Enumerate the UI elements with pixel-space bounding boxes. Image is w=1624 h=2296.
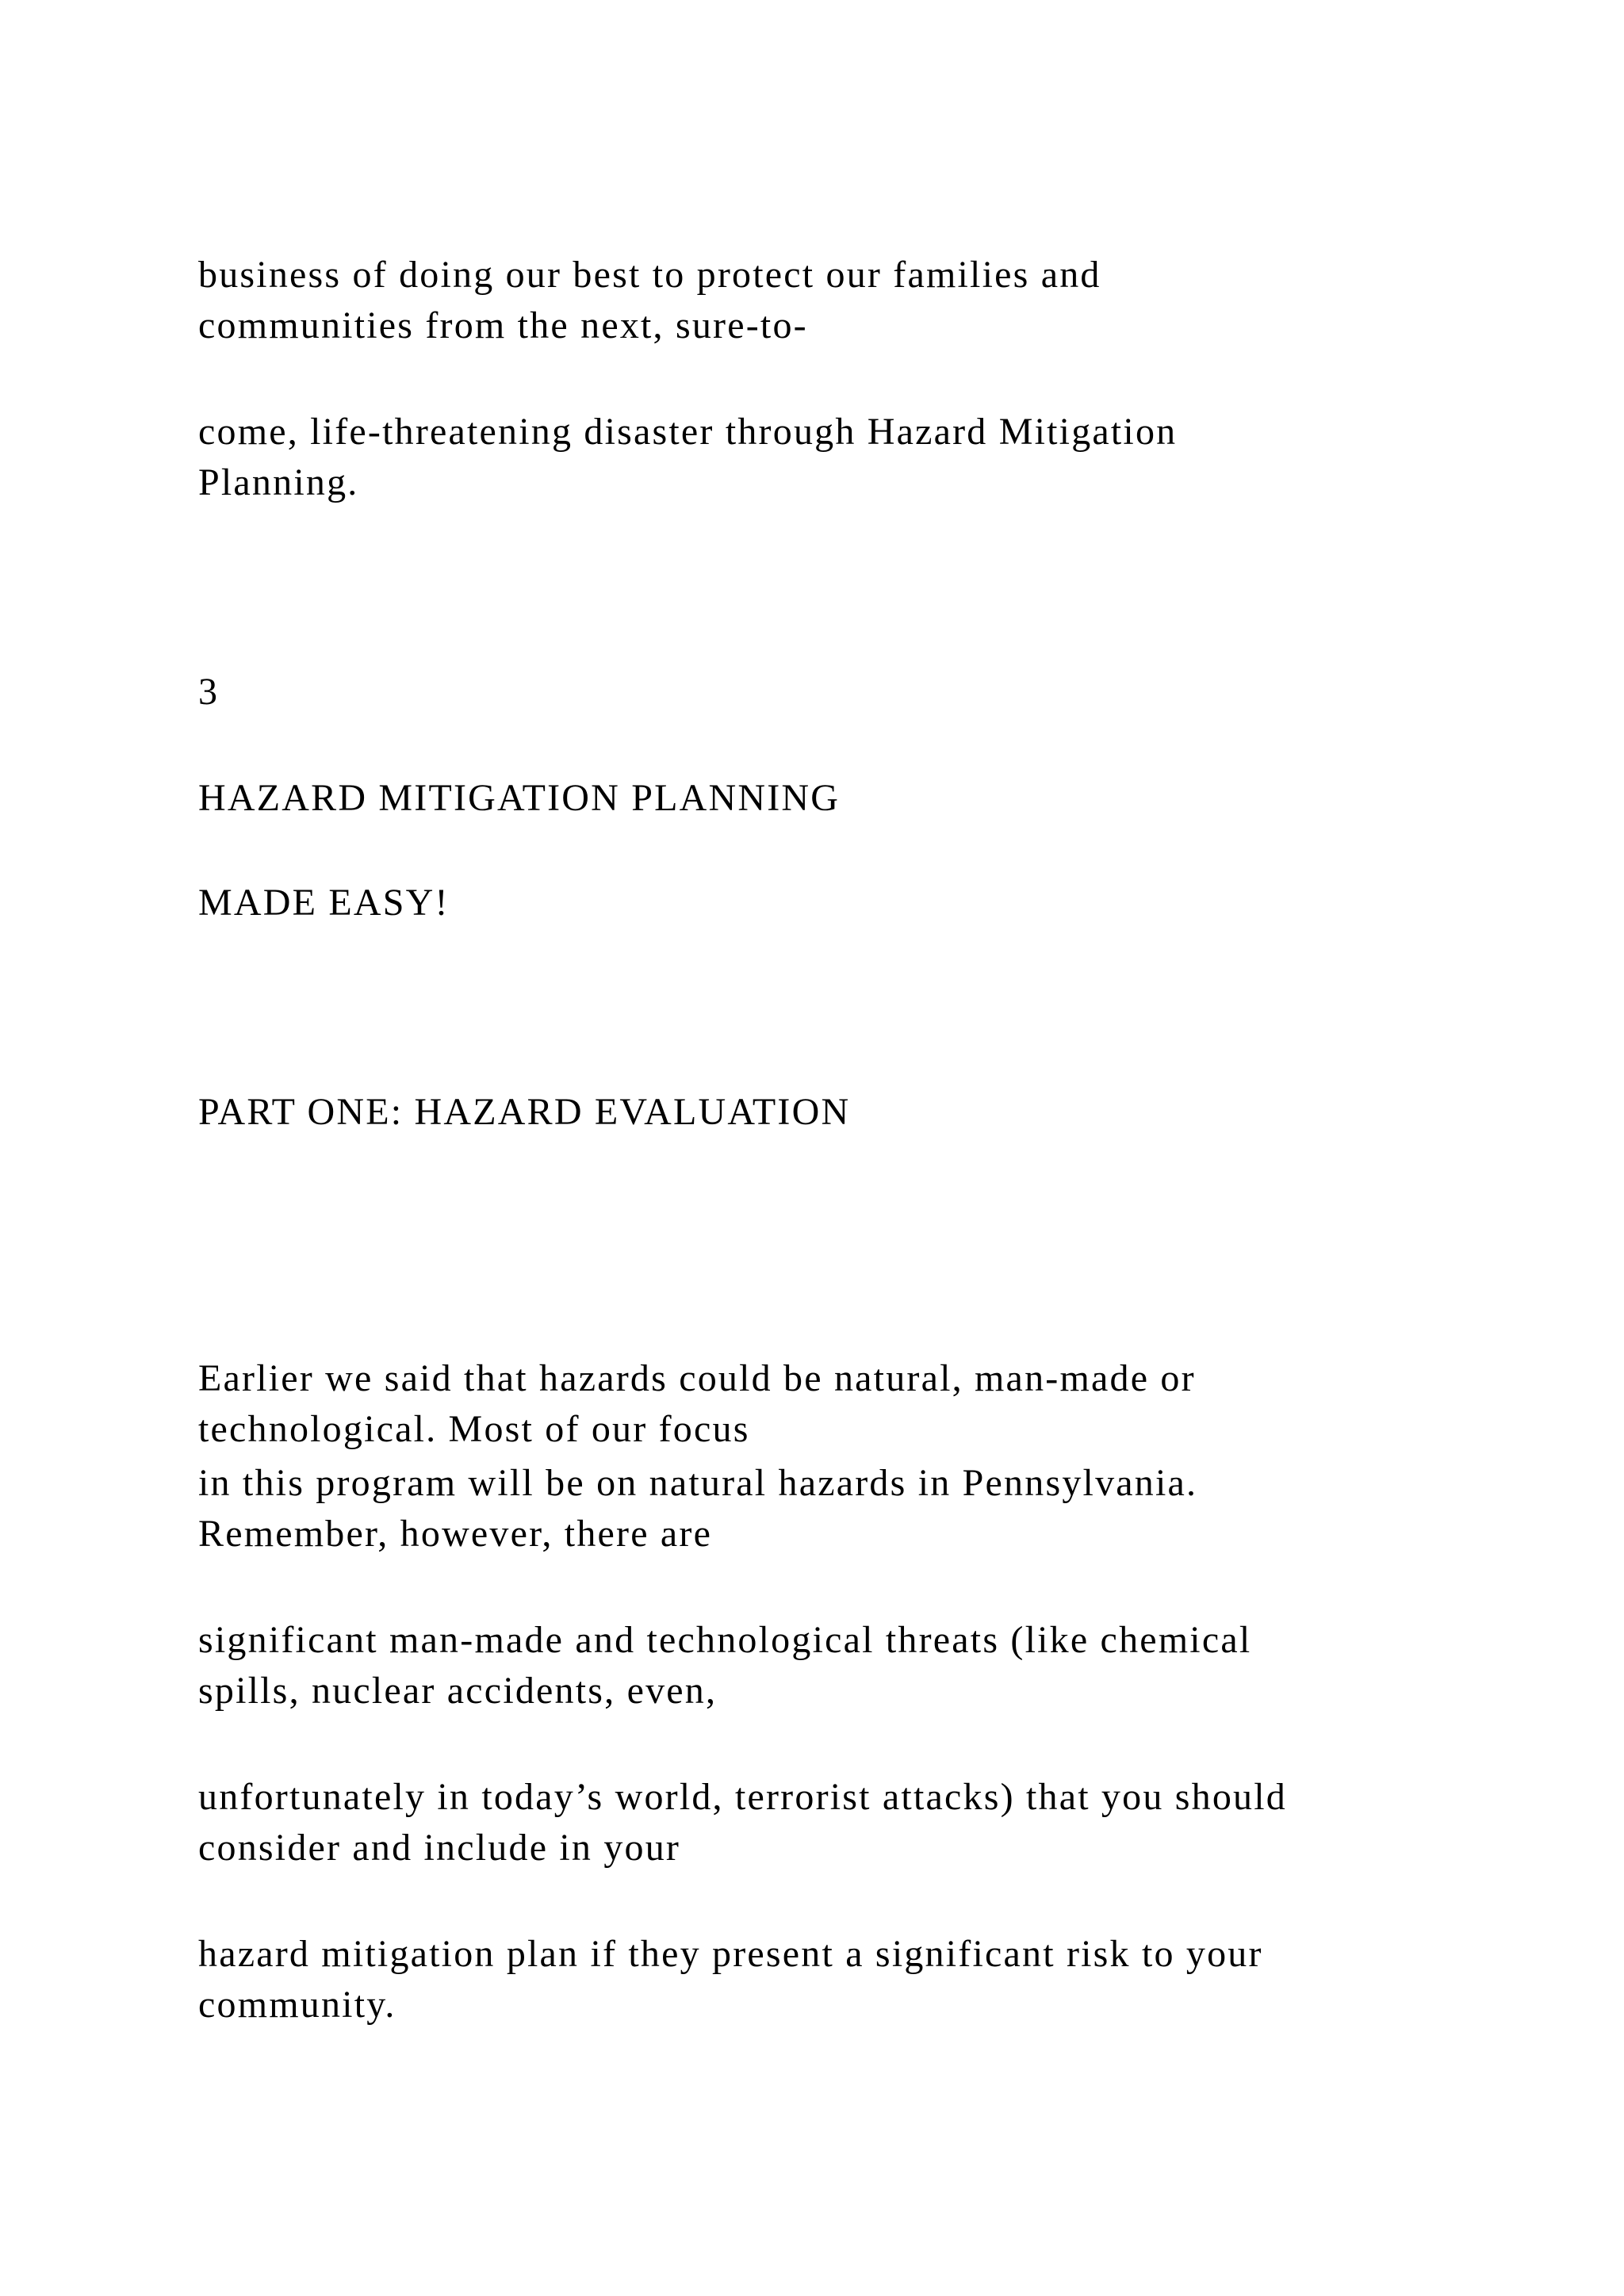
paragraph-2-line-1: come, life-threatening disaster through Hazard Mitigation <box>198 411 1178 453</box>
heading-title-line-2: MADE EASY! <box>198 882 450 924</box>
page-number: 3 <box>198 671 220 713</box>
paragraph-3-line-3: in this program will be on natural hazards in Pennsylvania. <box>198 1462 1198 1504</box>
paragraph-6-line-1: hazard mitigation plan if they present a significant risk to your <box>198 1933 1263 1975</box>
paragraph-1-line-1: business of doing our best to protect our families and <box>198 254 1101 296</box>
paragraph-3-line-1: Earlier we said that hazards could be natural, man-made or <box>198 1357 1196 1399</box>
paragraph-3-line-2: technological. Most of our focus <box>198 1408 750 1450</box>
heading-title-line-1: HAZARD MITIGATION PLANNING <box>198 777 841 819</box>
paragraph-4-line-1: significant man-made and technological threats (like chemical <box>198 1619 1252 1661</box>
paragraph-6-line-2: community. <box>198 1984 396 2026</box>
section-heading: PART ONE: HAZARD EVALUATION <box>198 1091 851 1133</box>
paragraph-4-line-2: spills, nuclear accidents, even, <box>198 1670 718 1712</box>
paragraph-2-line-2: Planning. <box>198 461 359 503</box>
paragraph-3-line-4: Remember, however, there are <box>198 1513 713 1555</box>
paragraph-1-line-2: communities from the next, sure-to- <box>198 304 808 346</box>
paragraph-5-line-1: unfortunately in today’s world, terrorist attacks) that you should <box>198 1776 1287 1818</box>
paragraph-5-line-2: consider and include in your <box>198 1827 681 1869</box>
